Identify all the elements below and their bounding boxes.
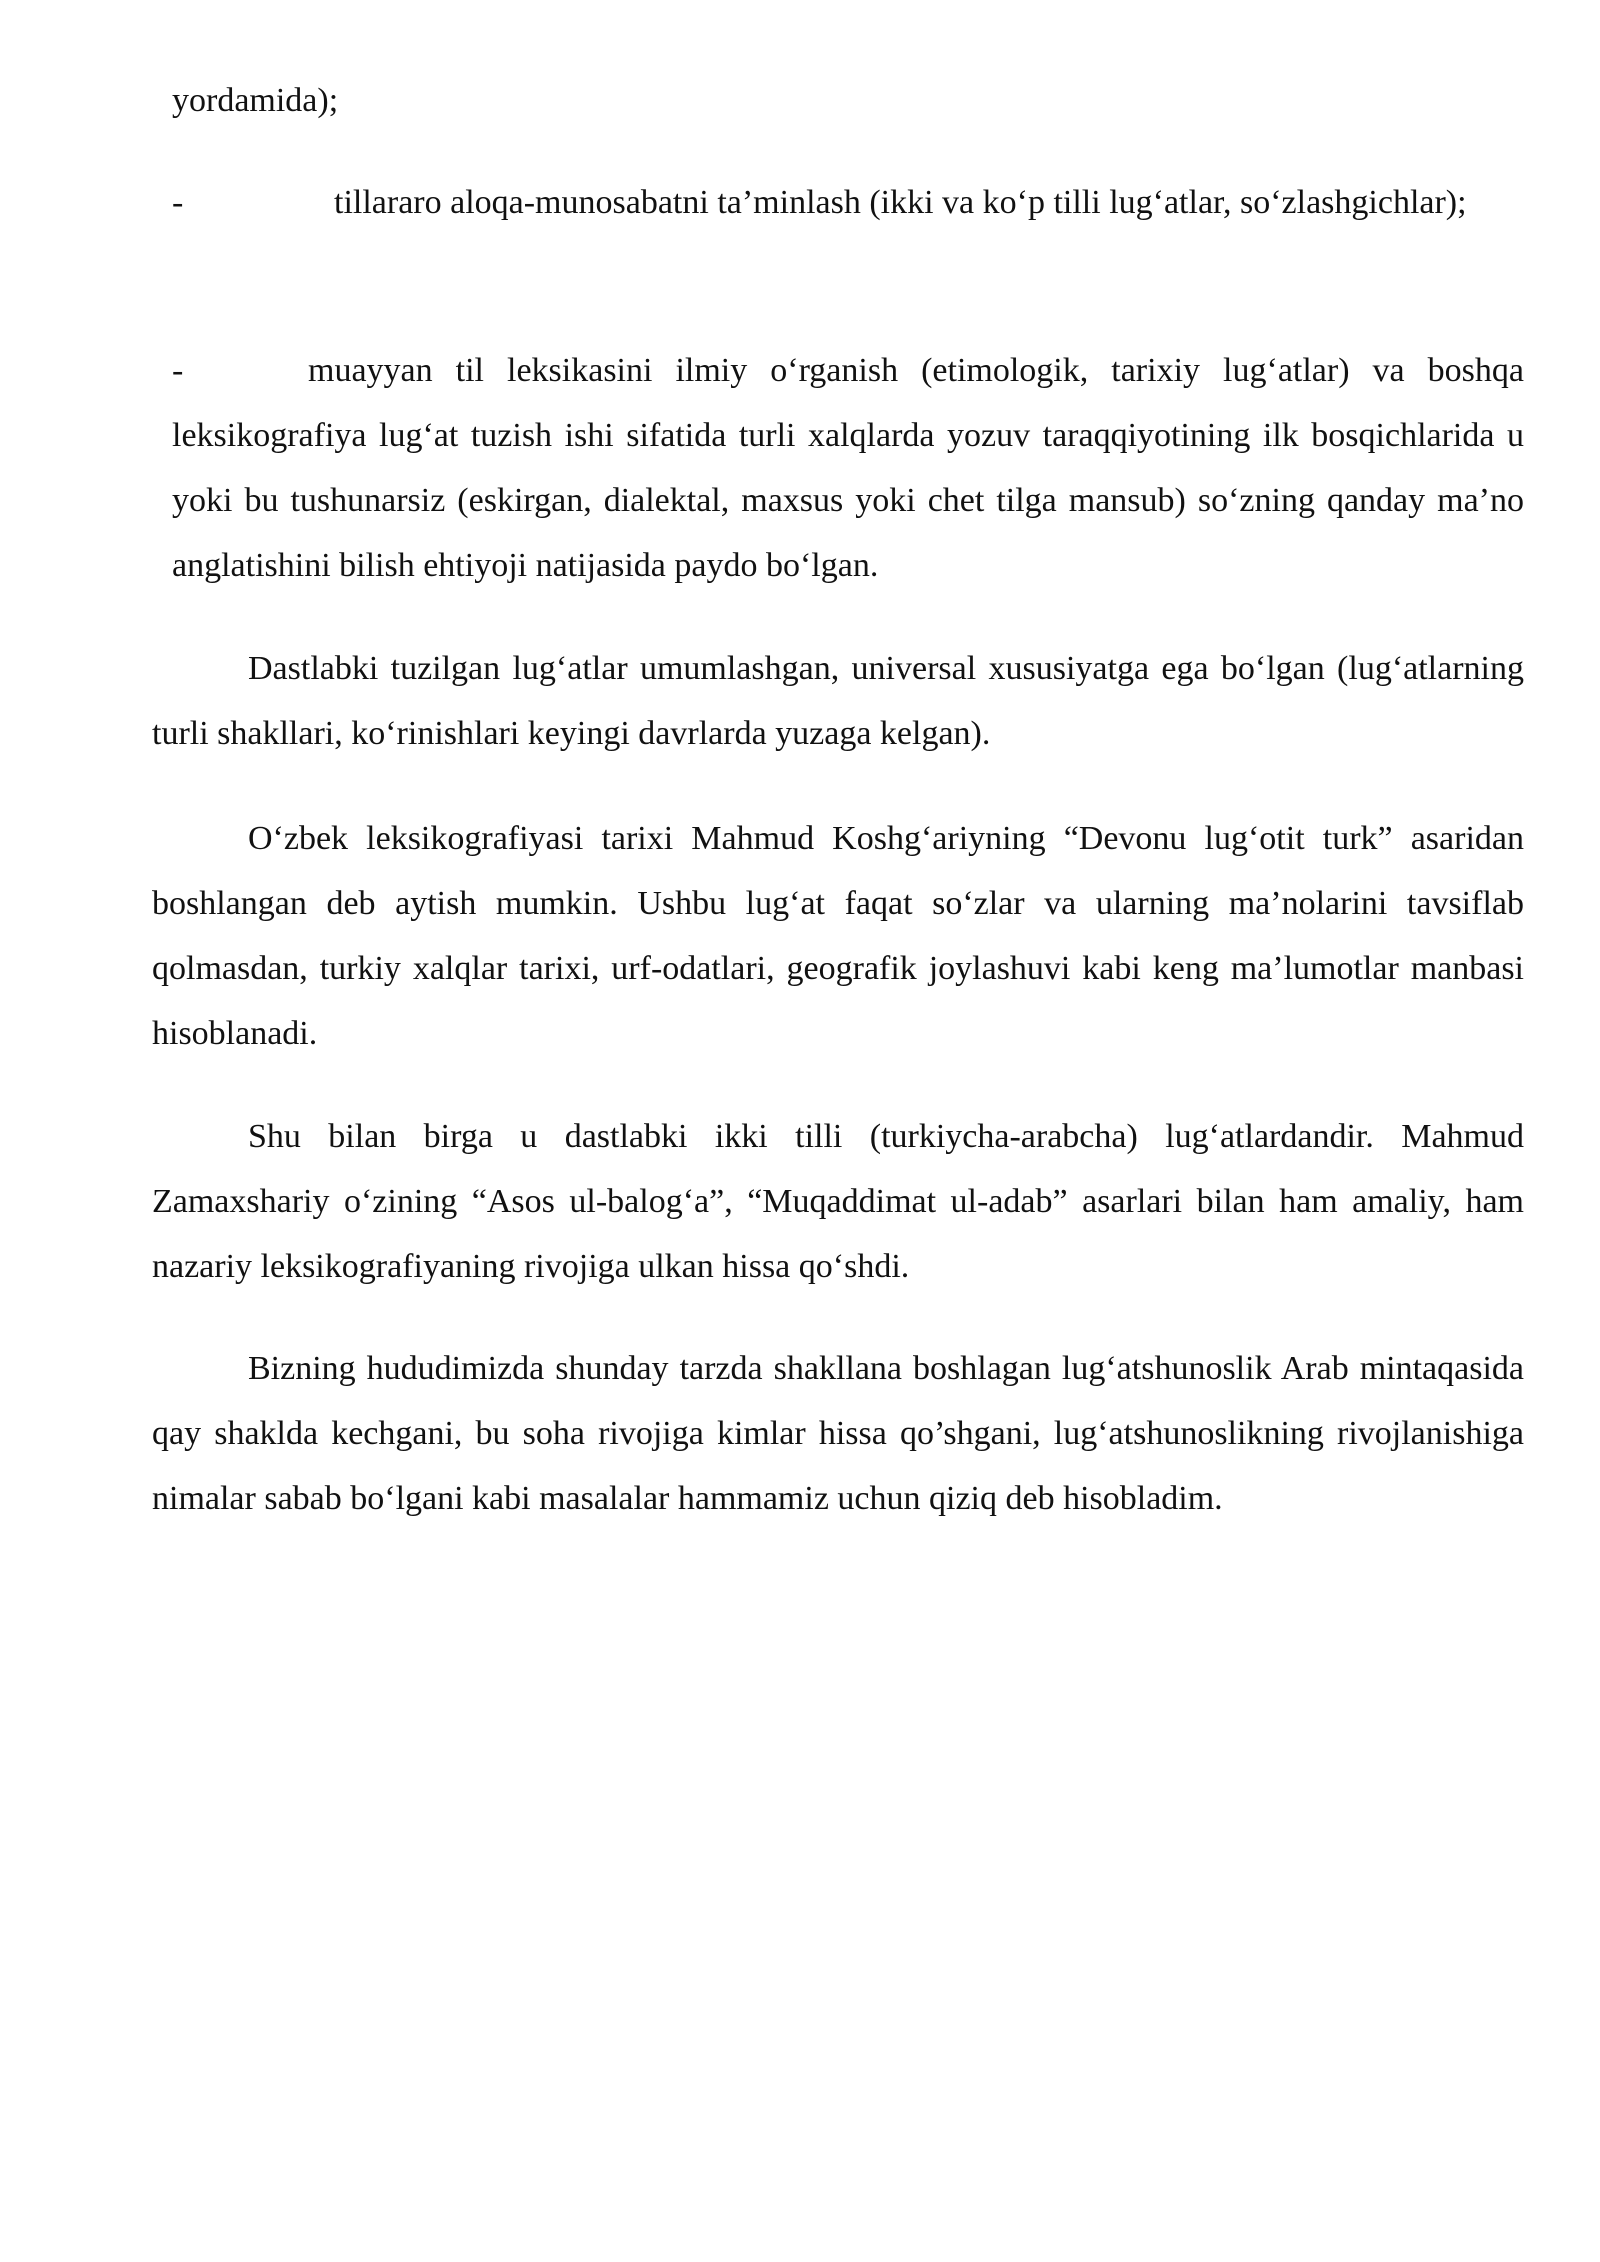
list-marker: - bbox=[172, 184, 184, 221]
list-item bbox=[172, 338, 1524, 598]
body-paragraph: Shu bilan birga u dastlabki ikki tilli (turkiycha-arabcha) lug‘atlardandir. Mahmud Zamaxshariy o‘zining “Asos ul-balog‘a”, “Muqaddimat ul-adab” asarlari bilan ham amaliy, ham nazariy leksikografiyaning rivojiga ulkan hissa qo‘shdi. bbox=[152, 1118, 1524, 1285]
list-item-text: tillararo aloqa-munosabatni ta’minlash (ikki va ko‘p tilli lug‘atlar, so‘zlashgichlar); bbox=[334, 184, 1467, 221]
continuation-text: yordamida); bbox=[172, 82, 339, 119]
list-item-text: muayyan til leksikasini ilmiy o‘rganish (etimologik, tarixiy lug‘atlar) va boshqa leksikografiya lug‘at tuzish ishi sifatida turli xalqlarda yozuv taraqqiyotining ilk bosqichlarida u yoki bu tushunarsiz (eskirgan, dialektal, maxsus yoki chet tilga mansub) so‘zning qanday ma’no anglatishini bilish ehtiyoji natijasida paydo bo‘lgan. bbox=[172, 352, 1524, 584]
list-item bbox=[172, 170, 1524, 235]
body-paragraph: O‘zbek leksikografiyasi tarixi Mahmud Koshg‘ariyning “Devonu lug‘otit turk” asaridan boshlangan deb aytish mumkin. Ushbu lug‘at faqat so‘zlar va ularning ma’nolarini tavsiflab qolmasdan, turkiy xalqlar tarixi, urf-odatlari, geografik joylashuvi kabi keng ma’lumotlar manbasi hisoblanadi. bbox=[152, 820, 1524, 1052]
body-paragraph: Bizning hududimizda shunday tarzda shakllana boshlagan lug‘atshunoslik Arab mintaqasida qay shaklda kechgani, bu soha rivojiga kimlar hissa qo’shgani, lug‘atshunoslikning rivojlanishiga nimalar sabab bo‘lgani kabi masalalar hammamiz uchun qiziq deb hisobladim. bbox=[152, 1350, 1524, 1517]
list-marker: - bbox=[172, 352, 184, 389]
body-paragraph: Dastlabki tuzilgan lug‘atlar umumlashgan, universal xususiyatga ega bo‘lgan (lug‘atlarning turli shakllari, ko‘rinishlari keyingi davrlarda yuzaga kelgan). bbox=[152, 650, 1524, 752]
